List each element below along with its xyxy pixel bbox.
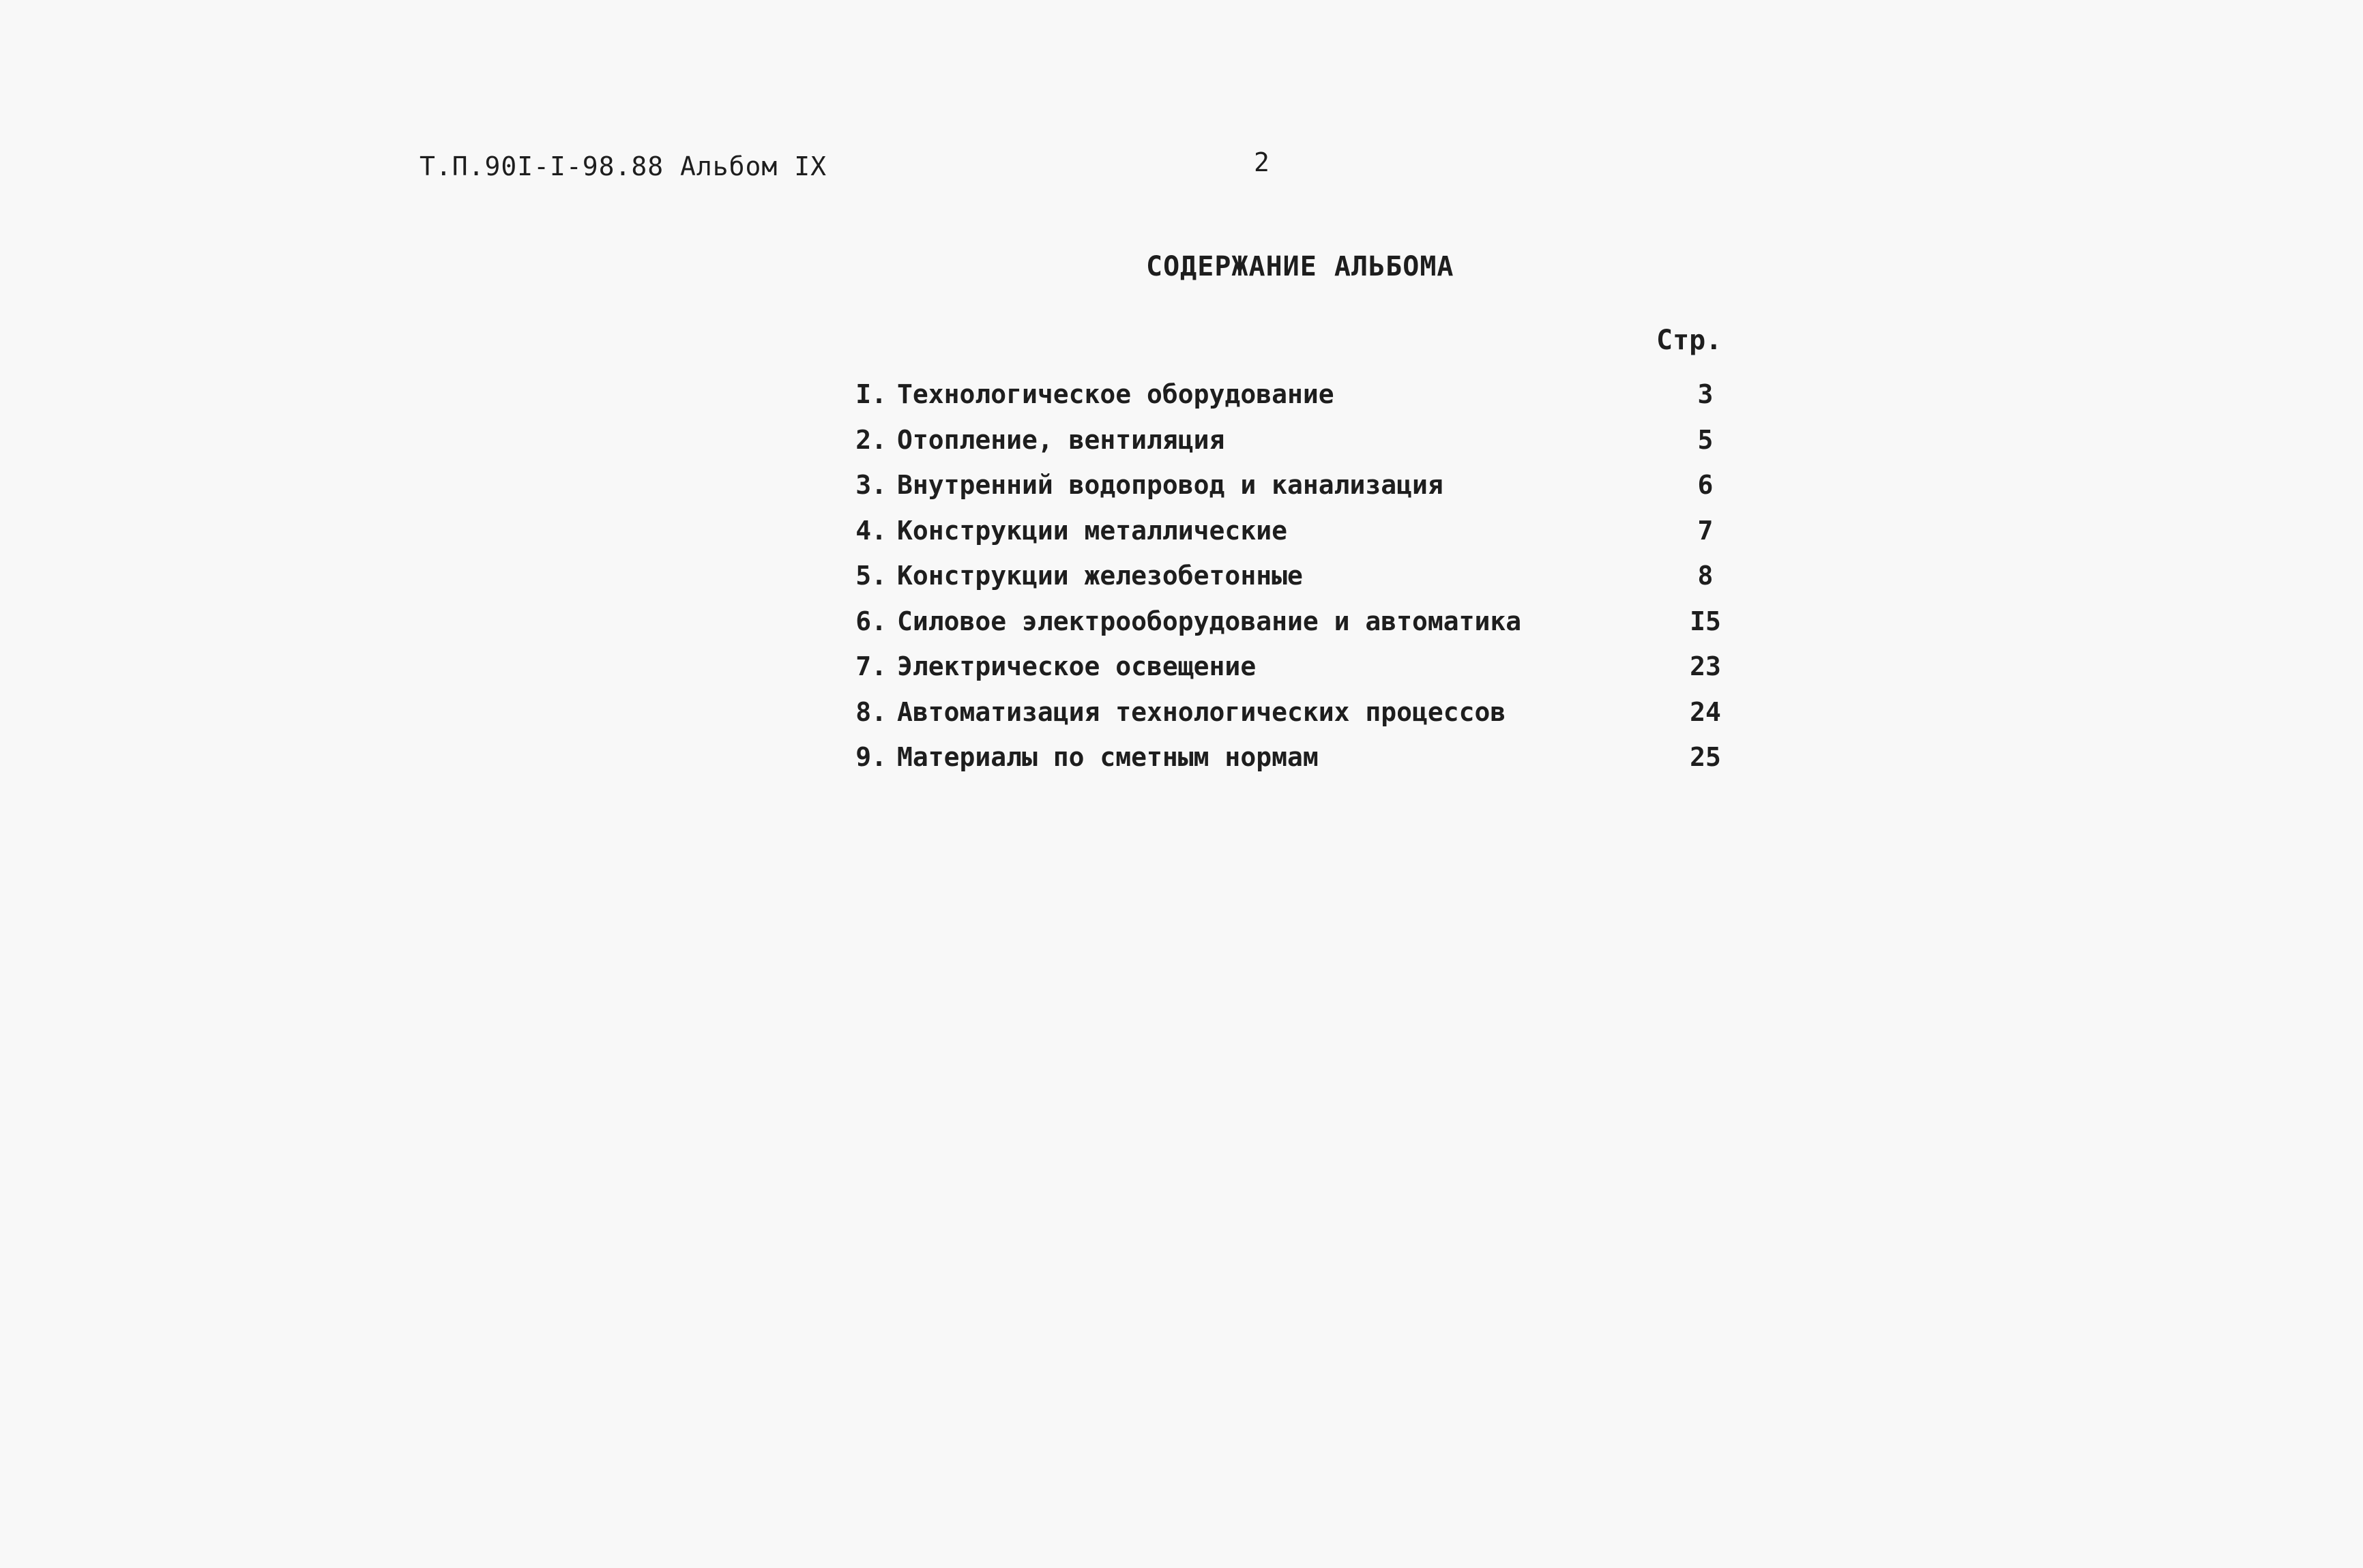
table-of-contents <box>853 379 1740 788</box>
toc-item-number: 7. <box>855 651 887 681</box>
toc-item-label: Силовое электрооборудование и автоматика <box>897 606 1522 636</box>
toc-item-label: Внутренний водопровод и канализация <box>897 470 1443 500</box>
toc-item-page: 3 <box>1697 379 1714 409</box>
toc-item-number: 9. <box>855 742 887 772</box>
toc-item-label: Конструкции металлические <box>897 515 1287 546</box>
toc-item-number: 3. <box>855 470 887 500</box>
toc-item-page: 5 <box>1697 424 1714 455</box>
toc-item-page: 24 <box>1690 696 1721 727</box>
toc-item <box>853 561 1740 606</box>
toc-item <box>853 470 1740 516</box>
toc-item <box>853 516 1740 561</box>
page-title: СОДЕРЖАНИЕ АЛЬБОМА <box>1146 251 1454 282</box>
toc-item-label: Автоматизация технологических процессов <box>897 696 1506 727</box>
toc-item-page: 8 <box>1697 561 1714 591</box>
toc-item <box>853 379 1740 425</box>
toc-item <box>853 425 1740 471</box>
toc-item <box>853 606 1740 652</box>
toc-item-label: Электрическое освещение <box>897 651 1257 681</box>
toc-item-page: 23 <box>1690 651 1721 681</box>
toc-item <box>853 742 1740 788</box>
toc-item <box>853 697 1740 743</box>
toc-item-number: 5. <box>855 561 887 591</box>
toc-item-page: I5 <box>1690 606 1721 636</box>
toc-item-label: Материалы по сметным нормам <box>897 742 1319 772</box>
toc-item-number: 6. <box>855 606 887 636</box>
page-number: 2 <box>1254 147 1269 177</box>
toc-item <box>853 651 1740 697</box>
toc-item-number: 4. <box>855 515 887 546</box>
toc-item-page: 7 <box>1697 515 1714 546</box>
toc-item-label: Технологическое оборудование <box>897 379 1334 409</box>
toc-item-number: 8. <box>855 696 887 727</box>
toc-item-page: 25 <box>1690 742 1721 772</box>
document-code: Т.П.90I-I-98.88 Альбом IX <box>420 151 827 181</box>
toc-item-number: I. <box>855 379 887 409</box>
toc-item-label: Отопление, вентиляция <box>897 424 1225 455</box>
toc-item-page: 6 <box>1697 470 1714 500</box>
page-column-header: Стр. <box>1656 325 1722 356</box>
toc-item-number: 2. <box>855 424 887 455</box>
toc-item-label: Конструкции железобетонные <box>897 561 1303 591</box>
